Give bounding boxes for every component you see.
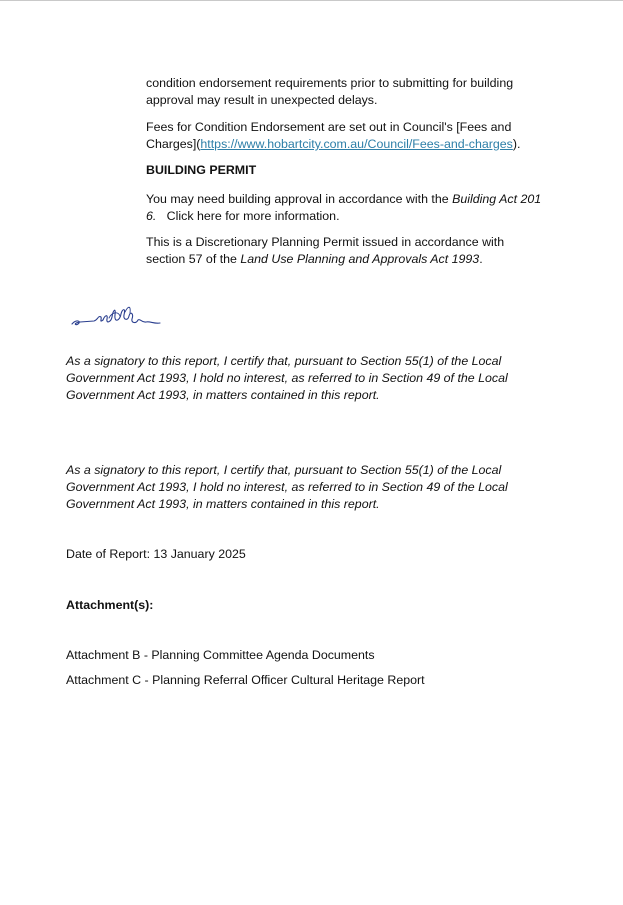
- date-of-report: Date of Report: 13 January 2025: [66, 547, 246, 561]
- endorsement-line-2: approval may result in unexpected delays.: [146, 93, 378, 107]
- building-act-title-part-1: Building Act 201: [452, 192, 542, 206]
- attachment-item-b: Attachment B - Planning Committee Agenda Documents: [66, 648, 375, 662]
- discretionary-line-2-suffix: .: [479, 252, 483, 266]
- attachments-heading: Attachment(s):: [66, 598, 154, 612]
- fees-line-2-prefix: Charges](: [146, 137, 201, 151]
- click-here-text[interactable]: Click here for more information.: [156, 209, 340, 223]
- fees-line-2-suffix: ).: [512, 137, 521, 151]
- endorsement-line-1: condition endorsement requirements prior to submitting for building: [146, 76, 514, 90]
- discretionary-line-2-prefix: section 57 of the: [146, 252, 241, 266]
- land-use-act-title: Land Use Planning and Approvals Act 1993: [240, 252, 480, 266]
- endorsement-paragraph: [146, 75, 566, 109]
- certification-2-line-2: Government Act 1993, I hold no interest, as referred to in Section 49 of the Local: [66, 480, 508, 494]
- fees-paragraph: [146, 119, 566, 153]
- certification-statement-1: [66, 353, 536, 404]
- fees-and-charges-link[interactable]: https://www.hobartcity.com.au/Council/Fees-and-charges: [200, 137, 513, 151]
- attachment-item-c: Attachment C - Planning Referral Officer Cultural Heritage Report: [66, 673, 425, 687]
- building-permit-line-1: You may need building approval in accordance with the: [146, 192, 453, 206]
- certification-1-line-3: Government Act 1993, in matters contained in this report.: [66, 388, 380, 402]
- building-permit-paragraph: [146, 191, 566, 225]
- fees-line-1: Fees for Condition Endorsement are set out in Council's [Fees and: [146, 120, 512, 134]
- building-permit-heading: BUILDING PERMIT: [146, 163, 257, 177]
- discretionary-line-1: This is a Discretionary Planning Permit issued in accordance with: [146, 235, 505, 249]
- discretionary-permit-paragraph: [146, 234, 566, 268]
- certification-2-line-3: Government Act 1993, in matters contained in this report.: [66, 497, 380, 511]
- building-act-title-part-2: 6.: [146, 209, 157, 223]
- signature-image: [68, 297, 168, 335]
- certification-1-line-1: As a signatory to this report, I certify that, pursuant to Section 55(1) of the Local: [66, 354, 502, 368]
- certification-1-line-2: Government Act 1993, I hold no interest, as referred to in Section 49 of the Local: [66, 371, 508, 385]
- certification-2-line-1: As a signatory to this report, I certify that, pursuant to Section 55(1) of the Local: [66, 463, 502, 477]
- certification-statement-2: [66, 462, 536, 513]
